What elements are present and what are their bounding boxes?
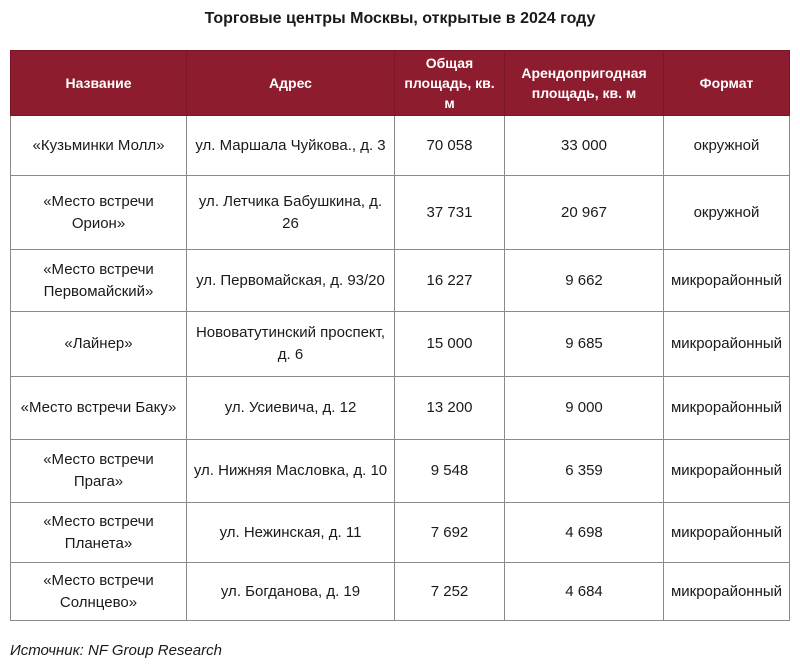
cell-total-area: 9 548: [395, 440, 505, 503]
cell-name: «Место встречи Солнцево»: [11, 563, 187, 621]
cell-format: микрорайонный: [664, 440, 790, 503]
table-row: [11, 440, 790, 503]
cell-address: ул. Маршала Чуйкова., д. 3: [187, 116, 395, 176]
header-format: Формат: [664, 51, 790, 116]
cell-leasable-area: 6 359: [505, 440, 664, 503]
cell-total-area: 15 000: [395, 312, 505, 377]
cell-format: микрорайонный: [664, 377, 790, 440]
page-title: Торговые центры Москвы, открытые в 2024 году: [204, 10, 596, 27]
table-row: [11, 377, 790, 440]
cell-leasable-area: 9 000: [505, 377, 664, 440]
cell-format: микрорайонный: [664, 312, 790, 377]
cell-name: «Место встречи Первомайский»: [11, 250, 187, 312]
cell-total-area: 7 692: [395, 503, 505, 563]
table-row: [11, 563, 790, 621]
cell-name: «Место встречи Прага»: [11, 440, 187, 503]
cell-name: «Место встречи Баку»: [11, 377, 187, 440]
cell-total-area: 70 058: [395, 116, 505, 176]
table-row: [11, 503, 790, 563]
cell-format: окружной: [664, 116, 790, 176]
cell-format: микрорайонный: [664, 503, 790, 563]
cell-format: окружной: [664, 176, 790, 250]
table-row: [11, 312, 790, 377]
cell-leasable-area: 9 685: [505, 312, 664, 377]
cell-name: «Лайнер»: [11, 312, 187, 377]
cell-address: Нововатутинский проспект, д. 6: [187, 312, 395, 377]
cell-address: ул. Нежинская, д. 11: [187, 503, 395, 563]
table-row: [11, 176, 790, 250]
cell-address: ул. Нижняя Масловка, д. 10: [187, 440, 395, 503]
cell-address: ул. Летчика Бабушкина, д. 26: [187, 176, 395, 250]
malls-table: [10, 50, 790, 621]
header-leasable-area: Арендопригодная площадь, кв. м: [505, 51, 664, 116]
cell-address: ул. Первомайская, д. 93/20: [187, 250, 395, 312]
cell-address: ул. Богданова, д. 19: [187, 563, 395, 621]
table-body: [11, 116, 790, 621]
table-row: [11, 116, 790, 176]
table-header: [11, 51, 790, 116]
cell-leasable-area: 4 698: [505, 503, 664, 563]
cell-address: ул. Усиевича, д. 12: [187, 377, 395, 440]
cell-total-area: 16 227: [395, 250, 505, 312]
cell-format: микрорайонный: [664, 250, 790, 312]
header-total-area: Общая площадь, кв. м: [395, 51, 505, 116]
table-row: [11, 250, 790, 312]
cell-total-area: 7 252: [395, 563, 505, 621]
cell-total-area: 37 731: [395, 176, 505, 250]
cell-leasable-area: 4 684: [505, 563, 664, 621]
cell-name: «Кузьминки Молл»: [11, 116, 187, 176]
cell-format: микрорайонный: [664, 563, 790, 621]
cell-name: «Место встречи Орион»: [11, 176, 187, 250]
cell-leasable-area: 33 000: [505, 116, 664, 176]
header-name: Название: [11, 51, 187, 116]
cell-leasable-area: 20 967: [505, 176, 664, 250]
cell-total-area: 13 200: [395, 377, 505, 440]
header-address: Адрес: [187, 51, 395, 116]
cell-name: «Место встречи Планета»: [11, 503, 187, 563]
cell-leasable-area: 9 662: [505, 250, 664, 312]
header-row: [11, 51, 790, 116]
source-note: Источник: NF Group Research: [10, 642, 222, 659]
